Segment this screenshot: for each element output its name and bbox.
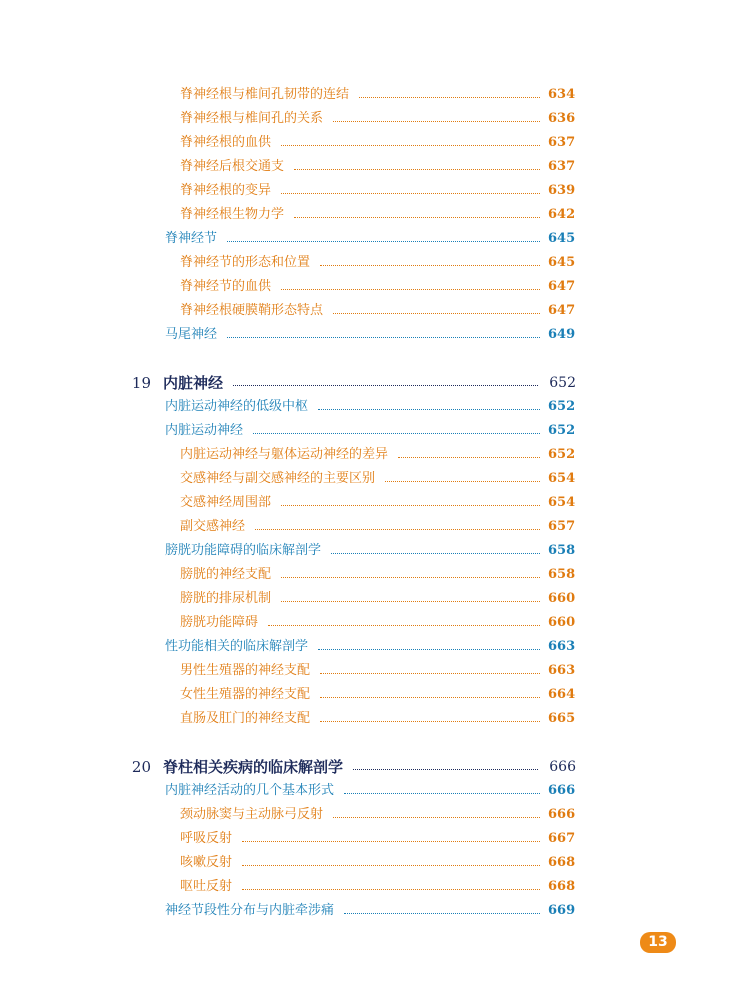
toc-subsection-row xyxy=(0,805,730,825)
leader-dots xyxy=(333,313,540,314)
toc-section-row xyxy=(0,421,730,441)
toc-entry-page: 639 xyxy=(548,183,576,198)
toc-entry-title: 交感神经周围部 xyxy=(180,495,272,510)
leader-dots xyxy=(385,481,540,482)
toc-entry-title: 咳嗽反射 xyxy=(180,855,233,870)
toc-entry-title: 内脏运动神经 xyxy=(165,423,244,438)
toc-entry-title: 脊神经节 xyxy=(165,231,218,246)
leader-dots xyxy=(281,145,540,146)
toc-subsection-row xyxy=(0,877,730,897)
leader-dots xyxy=(281,505,540,506)
leader-dots xyxy=(320,697,540,698)
toc-entry-page: 660 xyxy=(548,615,576,630)
leader-dots xyxy=(344,793,540,794)
toc-entry-page: 668 xyxy=(548,879,576,894)
toc-subsection-row xyxy=(0,829,730,849)
toc-subsection-row xyxy=(0,85,730,105)
toc-entry-title: 膀胱功能障碍的临床解剖学 xyxy=(165,543,322,558)
toc-subsection-row xyxy=(0,493,730,513)
chapter-number: 19 xyxy=(131,374,151,392)
toc-subsection-row xyxy=(0,157,730,177)
toc-subsection-row xyxy=(0,277,730,297)
leader-dots xyxy=(227,241,540,242)
toc-entry-page: 669 xyxy=(548,903,576,918)
leader-dots xyxy=(331,553,540,554)
toc-entry-page: 647 xyxy=(548,303,576,318)
page-number-badge: 13 xyxy=(640,932,676,953)
toc-entry-page: 660 xyxy=(548,591,576,606)
toc-section-row xyxy=(0,901,730,921)
toc-entry-page: 637 xyxy=(548,135,576,150)
toc-section-row xyxy=(0,781,730,801)
toc-entry-page: 652 xyxy=(548,447,576,462)
toc-entry-title: 脊神经根与椎间孔韧带的连结 xyxy=(180,87,350,102)
leader-dots xyxy=(320,265,540,266)
leader-dots xyxy=(344,913,540,914)
toc-entry-page: 647 xyxy=(548,279,576,294)
toc-subsection-row xyxy=(0,109,730,129)
leader-dots xyxy=(320,721,540,722)
toc-entry-title: 副交感神经 xyxy=(180,519,246,534)
toc-entry-title: 颈动脉窦与主动脉弓反射 xyxy=(180,807,324,822)
toc-entry-title: 内脏运动神经的低级中枢 xyxy=(165,399,309,414)
toc-subsection-row xyxy=(0,565,730,585)
toc-chapter-row xyxy=(0,373,730,393)
toc-entry-title: 内脏神经活动的几个基本形式 xyxy=(165,783,335,798)
toc-entry-page: 666 xyxy=(549,759,576,775)
toc-entry-page: 637 xyxy=(548,159,576,174)
toc-entry-title: 脊神经根与椎间孔的关系 xyxy=(180,111,324,126)
toc-section-row xyxy=(0,325,730,345)
toc-subsection-row xyxy=(0,301,730,321)
toc-entry-page: 667 xyxy=(548,831,576,846)
leader-dots xyxy=(281,289,540,290)
toc-subsection-row xyxy=(0,181,730,201)
toc-entry-page: 642 xyxy=(548,207,576,222)
toc-entry-title: 脊神经后根交通支 xyxy=(180,159,285,174)
toc-entry-page: 636 xyxy=(548,111,576,126)
toc-entry-title: 脊神经节的血供 xyxy=(180,279,272,294)
toc-entry-page: 664 xyxy=(548,687,576,702)
leader-dots xyxy=(294,169,540,170)
toc-entry-title: 膀胱功能障碍 xyxy=(180,615,259,630)
toc-entry-title: 脊神经根生物力学 xyxy=(180,207,285,222)
toc-subsection-row xyxy=(0,517,730,537)
leader-dots xyxy=(318,409,540,410)
toc-entry-page: 668 xyxy=(548,855,576,870)
leader-dots xyxy=(294,217,540,218)
toc-entry-page: 645 xyxy=(548,255,576,270)
toc-section-row xyxy=(0,637,730,657)
toc-subsection-row xyxy=(0,685,730,705)
leader-dots xyxy=(353,769,538,770)
toc-entry-title: 呼吸反射 xyxy=(180,831,233,846)
toc-entry-page: 658 xyxy=(548,543,576,558)
toc-entry-title: 呕吐反射 xyxy=(180,879,233,894)
toc-entry-title: 脊神经根的血供 xyxy=(180,135,272,150)
leader-dots xyxy=(318,649,540,650)
leader-dots xyxy=(359,97,540,98)
toc-entry-title: 膀胱的排尿机制 xyxy=(180,591,272,606)
toc-entry-page: 654 xyxy=(548,495,576,510)
toc-section-row xyxy=(0,397,730,417)
toc-subsection-row xyxy=(0,613,730,633)
leader-dots xyxy=(281,193,540,194)
leader-dots xyxy=(242,841,540,842)
leader-dots xyxy=(281,601,540,602)
leader-dots xyxy=(255,529,540,530)
toc-entry-title: 脊神经节的形态和位置 xyxy=(180,255,311,270)
leader-dots xyxy=(398,457,540,458)
toc-entry-title: 性功能相关的临床解剖学 xyxy=(165,639,309,654)
chapter-number: 20 xyxy=(131,758,151,776)
toc-entry-title: 男性生殖器的神经支配 xyxy=(180,663,311,678)
leader-dots xyxy=(227,337,540,338)
leader-dots xyxy=(242,865,540,866)
toc-entry-title: 直肠及肛门的神经支配 xyxy=(180,711,311,726)
toc-subsection-row xyxy=(0,709,730,729)
toc-entry-page: 658 xyxy=(548,567,576,582)
leader-dots xyxy=(233,385,538,386)
toc-entry-title: 神经节段性分布与内脏牵涉痛 xyxy=(165,903,335,918)
toc-chapter-row xyxy=(0,757,730,777)
toc-entry-title: 内脏神经 xyxy=(163,374,224,392)
leader-dots xyxy=(333,121,540,122)
leader-dots xyxy=(253,433,540,434)
toc-entry-title: 内脏运动神经与躯体运动神经的差异 xyxy=(180,447,389,462)
toc-entry-page: 657 xyxy=(548,519,576,534)
toc-entry-page: 663 xyxy=(548,639,576,654)
toc-entry-page: 645 xyxy=(548,231,576,246)
toc-entry-page: 652 xyxy=(548,399,576,414)
toc-entry-page: 663 xyxy=(548,663,576,678)
toc-subsection-row xyxy=(0,661,730,681)
toc-entry-page: 649 xyxy=(548,327,576,342)
toc-subsection-row xyxy=(0,253,730,273)
leader-dots xyxy=(320,673,540,674)
leader-dots xyxy=(268,625,540,626)
toc-entry-title: 女性生殖器的神经支配 xyxy=(180,687,311,702)
toc-entry-page: 652 xyxy=(549,375,576,391)
toc-entry-page: 666 xyxy=(548,783,576,798)
leader-dots xyxy=(281,577,540,578)
toc-entry-page: 665 xyxy=(548,711,576,726)
toc-subsection-row xyxy=(0,589,730,609)
toc-entry-title: 脊神经根硬膜鞘形态特点 xyxy=(180,303,324,318)
toc-entry-title: 膀胱的神经支配 xyxy=(180,567,272,582)
toc-entry-page: 652 xyxy=(548,423,576,438)
toc-subsection-row xyxy=(0,205,730,225)
leader-dots xyxy=(242,889,540,890)
leader-dots xyxy=(333,817,540,818)
toc-entry-title: 脊神经根的变异 xyxy=(180,183,272,198)
toc-subsection-row xyxy=(0,853,730,873)
toc-subsection-row xyxy=(0,445,730,465)
toc-section-row xyxy=(0,541,730,561)
toc-section-row xyxy=(0,229,730,249)
toc-entry-page: 654 xyxy=(548,471,576,486)
toc-subsection-row xyxy=(0,469,730,489)
toc-subsection-row xyxy=(0,133,730,153)
toc-entry-title: 交感神经与副交感神经的主要区别 xyxy=(180,471,376,486)
toc-entry-page: 666 xyxy=(548,807,576,822)
toc-entry-page: 634 xyxy=(548,87,576,102)
toc-entry-title: 马尾神经 xyxy=(165,327,218,342)
toc-entry-title: 脊柱相关疾病的临床解剖学 xyxy=(163,758,344,776)
